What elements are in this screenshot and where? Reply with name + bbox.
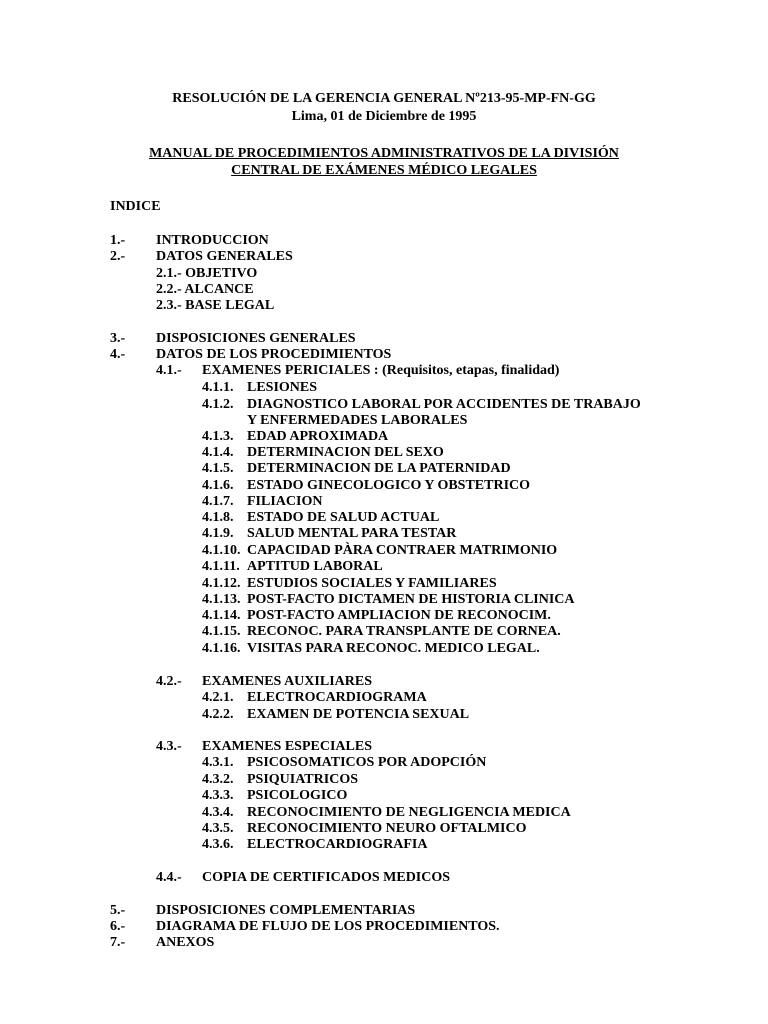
toc-entry-text: DATOS DE LOS PROCEDIMIENTOS <box>156 347 392 362</box>
toc-entry-number: 4.1.13. <box>202 592 241 607</box>
toc-entry-text: ELECTROCARDIOGRAMA <box>247 690 427 705</box>
toc-entry-number: 4.1.5. <box>202 461 234 476</box>
toc-entry-text: DIAGRAMA DE FLUJO DE LOS PROCEDIMIENTOS. <box>156 919 500 934</box>
toc-entry-text: VISITAS PARA RECONOC. MEDICO LEGAL. <box>247 641 540 656</box>
toc-entry-text: EXAMENES AUXILIARES <box>202 674 372 689</box>
toc-entry-number: 4.3.1. <box>202 755 234 770</box>
toc-entry-text: DISPOSICIONES COMPLEMENTARIAS <box>156 903 416 918</box>
toc-entry-text: DIAGNOSTICO LABORAL POR ACCIDENTES DE TRABAJO <box>247 397 641 412</box>
toc-entry-text: ANEXOS <box>156 935 215 950</box>
toc-entry-number: 4.3.2. <box>202 772 234 787</box>
toc-entry-text: DATOS GENERALES <box>156 249 293 264</box>
toc-entry-number: 5.- <box>110 903 126 918</box>
toc-entry-number: 4.1.1. <box>202 380 234 395</box>
toc-entry-number: 4.1.6. <box>202 478 234 493</box>
toc-entry-text: EXAMENES ESPECIALES <box>202 739 372 754</box>
toc-entry-number: 4.1.3. <box>202 429 234 444</box>
toc-entry-text: APTITUD LABORAL <box>247 559 383 574</box>
toc-entry-text: Y ENFERMEDADES LABORALES <box>247 413 468 428</box>
toc-entry-number: 4.1.10. <box>202 543 241 558</box>
toc-entry-text: ESTADO DE SALUD ACTUAL <box>247 510 440 525</box>
toc-entry-number: 4.1.11. <box>202 559 240 574</box>
toc-entry-text: COPIA DE CERTIFICADOS MEDICOS <box>202 870 451 885</box>
index-heading: INDICE <box>110 199 161 214</box>
toc-entry-number: 4.1.7. <box>202 494 234 509</box>
toc-entry-number: 4.1.- <box>156 363 182 378</box>
toc-entry-text: INTRODUCCION <box>156 233 269 248</box>
toc-entry-number: 2.- <box>110 249 126 264</box>
toc-entry-number: 4.2.- <box>156 674 182 689</box>
toc-entry-number: 4.3.4. <box>202 805 234 820</box>
toc-entry-text: ESTADO GINECOLOGICO Y OBSTETRICO <box>247 478 531 493</box>
toc-entry-number: 4.- <box>110 347 126 362</box>
toc-entry-number: 6.- <box>110 919 126 934</box>
toc-entry-text: LESIONES <box>247 380 318 395</box>
toc-entry-number: 4.1.15. <box>202 624 241 639</box>
toc-entry-number: 3.- <box>110 331 126 346</box>
toc-entry-number: 4.1.12. <box>202 576 241 591</box>
toc-entry-text: 2.1.- OBJETIVO <box>156 266 258 281</box>
toc-entry-text: PSICOLOGICO <box>247 788 348 803</box>
toc-entry-text: EXAMEN DE POTENCIA SEXUAL <box>247 707 470 722</box>
toc-entry-text: RECONOCIMIENTO DE NEGLIGENCIA MEDICA <box>247 805 571 820</box>
toc-entry-number: 7.- <box>110 935 126 950</box>
toc-entry-text: ELECTROCARDIOGRAFIA <box>247 837 428 852</box>
toc-entry-text: PSICOSOMATICOS POR ADOPCIÓN <box>247 755 487 770</box>
toc-entry-text: 2.2.- ALCANCE <box>156 282 254 297</box>
toc-entry-text: EXAMENES PERICIALES : (Requisitos, etapas, finalidad) <box>202 363 560 378</box>
toc-entry-number: 4.2.2. <box>202 707 234 722</box>
toc-entry-text: DETERMINACION DEL SEXO <box>247 445 444 460</box>
document-title-line-2: CENTRAL DE EXÁMENES MÉDICO LEGALES <box>231 163 537 178</box>
toc-entry-number: 4.2.1. <box>202 690 234 705</box>
toc-entry-text: POST-FACTO DICTAMEN DE HISTORIA CLINICA <box>247 592 575 607</box>
toc-entry-text: PSIQUIATRICOS <box>247 772 358 787</box>
toc-entry-number: 4.1.9. <box>202 526 234 541</box>
document-title-line-1: MANUAL DE PROCEDIMIENTOS ADMINISTRATIVOS DE LA DIVISIÓN <box>149 146 619 161</box>
toc-entry-number: 1.- <box>110 233 126 248</box>
toc-entry-text: RECONOC. PARA TRANSPLANTE DE CORNEA. <box>247 624 561 639</box>
toc-entry-number: 4.1.8. <box>202 510 234 525</box>
toc-entry-number: 4.1.14. <box>202 608 241 623</box>
toc-entry-number: 4.3.3. <box>202 788 234 803</box>
toc-entry-number: 4.4.- <box>156 870 182 885</box>
toc-entry-text: ESTUDIOS SOCIALES Y FAMILIARES <box>247 576 497 591</box>
toc-entry-number: 4.1.2. <box>202 397 234 412</box>
toc-entry-text: DISPOSICIONES GENERALES <box>156 331 356 346</box>
toc-entry-text: DETERMINACION DE LA PATERNIDAD <box>247 461 511 476</box>
toc-entry-number: 4.1.16. <box>202 641 241 656</box>
toc-entry-text: RECONOCIMIENTO NEURO OFTALMICO <box>247 821 527 836</box>
toc-entry-number: 4.3.- <box>156 739 182 754</box>
toc-entry-text: EDAD APROXIMADA <box>247 429 389 444</box>
toc-entry-number: 4.3.6. <box>202 837 234 852</box>
toc-entry-text: POST-FACTO AMPLIACION DE RECONOCIM. <box>247 608 551 623</box>
document-date: Lima, 01 de Diciembre de 1995 <box>291 109 477 124</box>
toc-entry-text: FILIACION <box>247 494 323 509</box>
toc-entry-text: SALUD MENTAL PARA TESTAR <box>247 526 457 541</box>
toc-entry-text: 2.3.- BASE LEGAL <box>156 298 275 313</box>
toc-entry-number: 4.3.5. <box>202 821 234 836</box>
resolution-heading: RESOLUCIÓN DE LA GERENCIA GENERAL Nº213-95-MP-FN-GG <box>172 91 596 106</box>
toc-entry-text: CAPACIDAD PÀRA CONTRAER MATRIMONIO <box>247 543 558 558</box>
toc-entry-number: 4.1.4. <box>202 445 234 460</box>
